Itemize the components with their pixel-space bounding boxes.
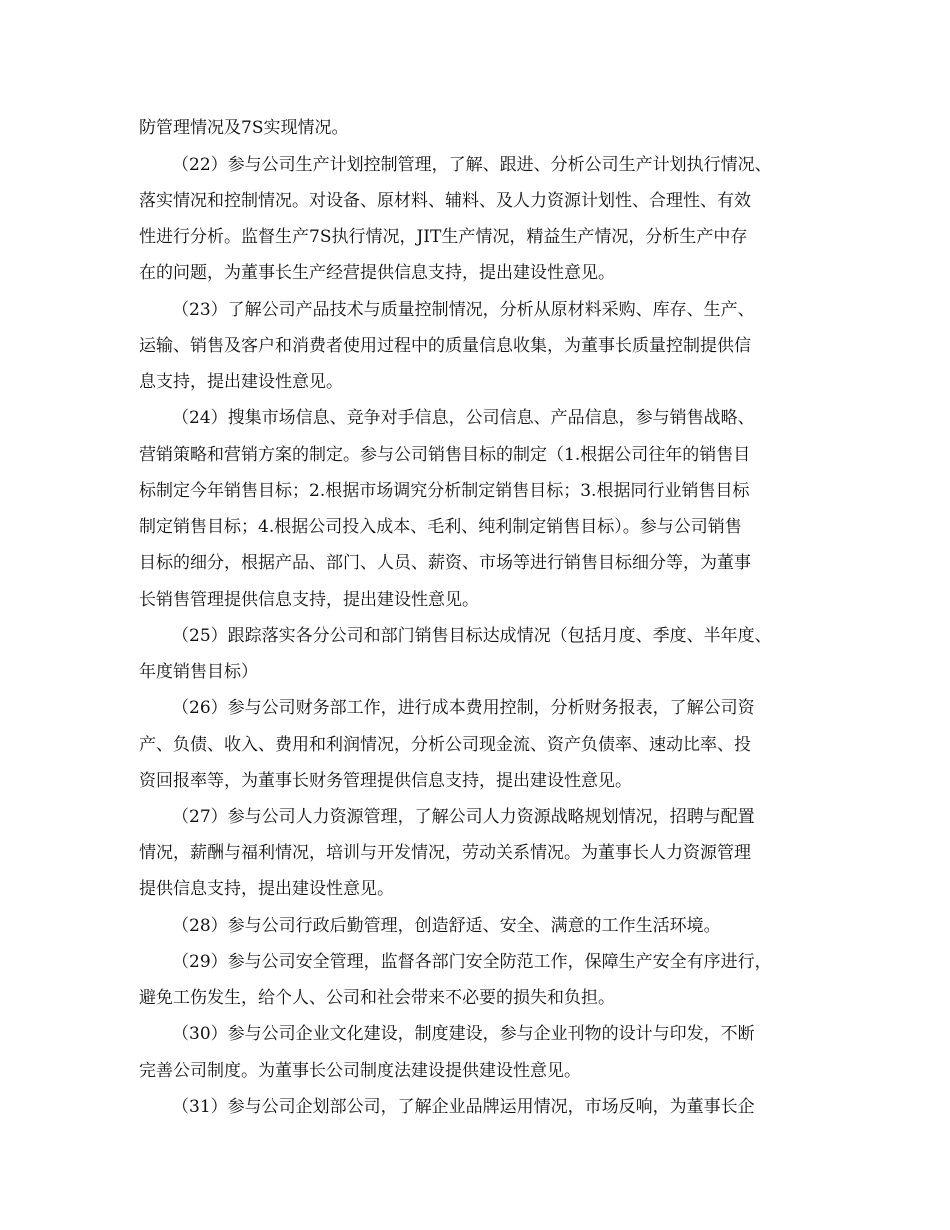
- text-line: 在的问题，为董事长生产经营提供信息支持，提出建设性意见。: [139, 263, 615, 283]
- text-line: 避免工伤发生，给个人、公司和社会带来不必要的损失和负担。: [139, 988, 615, 1008]
- text-line: 防管理情况及7S实现情况。: [139, 118, 349, 138]
- text-line: 落实情况和控制情况。对设备、原材料、辅料、及人力资源计划性、合理性、有效: [139, 191, 751, 211]
- text-line: 运输、销售及客户和消费者使用过程中的质量信息收集，为董事长质量控制提供信: [139, 336, 751, 356]
- text-line: （31）参与公司企划部公司，了解企业品牌运用情况，市场反响，为董事长企: [172, 1097, 755, 1117]
- text-line: 提供信息支持，提出建设性意见。: [139, 879, 394, 899]
- text-line: 标制定今年销售目标；2.根据市场调究分析制定销售目标；3.根据同行业销售目标: [139, 481, 750, 501]
- text-line: （30）参与公司企业文化建设，制度建设，参与企业刊物的设计与印发，不断: [172, 1024, 755, 1044]
- text-line: （23）了解公司产品技术与质量控制情况，分析从原材料采购、库存、生产、: [172, 300, 755, 320]
- text-line: 息支持，提出建设性意见。: [139, 372, 343, 392]
- text-line: （26）参与公司财务部工作，进行成本费用控制，分析财务报表，了解公司资: [172, 698, 755, 718]
- text-line: （28）参与公司行政后勤管理，创造舒适、安全、满意的工作生活环境。: [172, 916, 721, 936]
- text-line: 长销售管理提供信息支持，提出建设性意见。: [139, 590, 479, 610]
- text-line: 资回报率等，为董事长财务管理提供信息支持，提出建设性意见。: [139, 771, 632, 791]
- text-line: （27）参与公司人力资源管理，了解公司人力资源战略规划情况，招聘与配置: [172, 807, 755, 827]
- text-line: 制定销售目标；4.根据公司投入成本、毛利、纯利制定销售目标）。参与公司销售: [139, 517, 742, 537]
- text-line: 产、负债、收入、费用和利润情况，分析公司现金流、资产负债率、速动比率、投: [139, 735, 751, 755]
- text-line: （25）跟踪落实各分公司和部门销售目标达成情况（包括月度、季度、半年度、: [172, 626, 772, 646]
- text-line: 营销策略和营销方案的制定。参与公司销售目标的制定（1.根据公司往年的销售目: [139, 445, 751, 465]
- text-line: （22）参与公司生产计划控制管理，了解、跟进、分析公司生产计划执行情况、: [172, 155, 772, 175]
- text-line: 目标的细分，根据产品、部门、人员、薪资、市场等进行销售目标细分等，为董事: [139, 553, 751, 573]
- text-line: 性进行分析。监督生产7S执行情况，JIT生产情况，精益生产情况，分析生产中存: [139, 227, 748, 247]
- text-line: （24）搜集市场信息、竞争对手信息，公司信息、产品信息，参与销售战略、: [172, 408, 755, 428]
- text-line: 情况，薪酬与福利情况，培训与开发情况，劳动关系情况。为董事长人力资源管理: [139, 843, 751, 863]
- text-line: （29）参与公司安全管理，监督各部门安全防范工作，保障生产安全有序进行，: [172, 952, 772, 972]
- text-line: 完善公司制度。为董事长公司制度法建设提供建设性意见。: [139, 1061, 581, 1081]
- text-line: 年度销售目标）: [139, 662, 258, 682]
